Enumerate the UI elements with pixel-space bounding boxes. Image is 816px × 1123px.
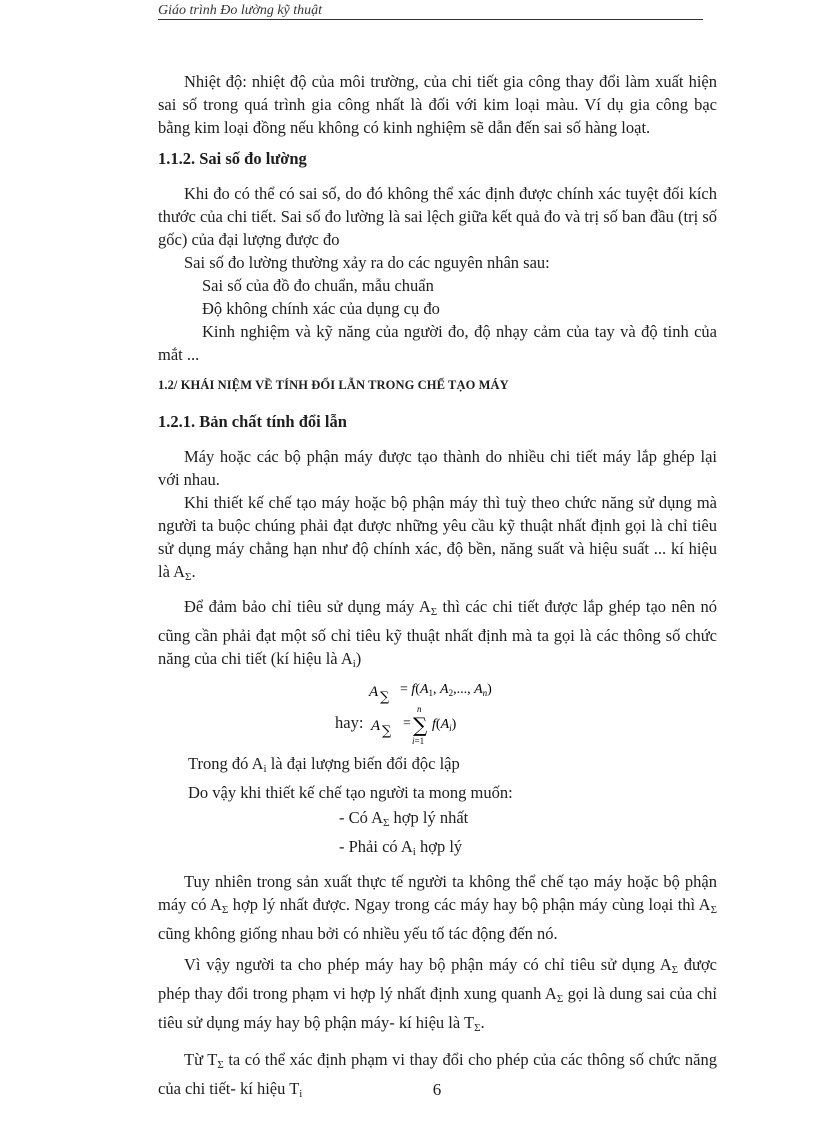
subscript-sigma: Σ — [185, 571, 192, 583]
svg-text:=: = — [403, 716, 411, 731]
subscript-sigma: Σ — [217, 1059, 224, 1071]
paragraph-desire: Do vậy khi thiết kế chế tạo người ta mong muốn: — [188, 783, 513, 802]
svg-text:∑: ∑ — [413, 713, 428, 737]
text: . — [191, 562, 196, 581]
text: - Có A — [339, 808, 384, 827]
text: hợp lý nhất được. Ngay trong các máy hay bộ phận máy cùng loại thì A — [232, 895, 711, 914]
heading-1-1-2: 1.1.2. Sai số đo lường — [158, 149, 307, 168]
subscript-sigma: Σ — [556, 993, 564, 1005]
svg-text:i=1: i=1 — [412, 736, 425, 746]
list-item: Độ không chính xác của dụng cụ đo — [202, 299, 440, 318]
list-item — [158, 835, 717, 864]
paragraph-however — [158, 870, 717, 945]
text: thì các chi tiết được lắp ghép tạo nên nó cũng cần phải đạt một số chỉ tiêu kỹ thuật nhất định mà ta gọi là các thông số chức năng của chi tiết (kí hiệu là A — [158, 597, 718, 668]
equation-hay-label: hay: — [335, 713, 364, 732]
svg-text:= f(A1, A2,..., An): = $f(A_1$, $A_2$,..., $A_n$) — [400, 682, 492, 698]
subscript-i: i — [412, 846, 416, 858]
text: Trong đó A — [188, 754, 264, 773]
svg-text:A: A — [371, 718, 381, 734]
subscript-sigma: Σ — [474, 1022, 481, 1034]
subscript-i: i — [352, 658, 356, 670]
text: Tuy nhiên trong sản xuất thực tế người ta không thể chế tạo máy hoặc bộ phận máy có A — [158, 872, 717, 914]
subscript-sigma: Σ — [383, 817, 390, 829]
text: Từ T — [184, 1050, 218, 1069]
svg-text:A: A — [369, 684, 379, 700]
text: hợp lý — [419, 837, 463, 856]
equation-2 — [158, 704, 717, 748]
text: cũng không giống nhau bởi có nhiều yếu tố tác động đến nó. — [158, 924, 558, 943]
svg-text:f(Ai): $f(A_i)$ — [432, 717, 457, 733]
paragraph-tolerance — [158, 953, 717, 1040]
subscript-sigma: Σ — [710, 904, 717, 916]
paragraph-causes: Sai số đo lường thường xảy ra do các nguyên nhân sau: — [184, 253, 550, 272]
text: ) — [355, 649, 362, 668]
paragraph-functional-params — [158, 595, 717, 676]
paragraph-temperature: Nhiệt độ: nhiệt độ của môi trường, của chi tiết gia công thay đổi làm xuất hiện sai số trong quá trình gia công nhất là đối với kim loại màu. Ví dụ gia công bạc bằng kim loại đồng nếu không có kinh nghiệm sẽ dẫn đến sai số hàng loạt. — [158, 72, 717, 137]
paragraph-machine-parts: Máy hoặc các bộ phận máy được tạo thành do nhiều chi tiết máy lắp ghép lại với nhau. — [158, 447, 717, 489]
subscript-i: i — [263, 763, 267, 775]
text: gọi là dung sai của chỉ tiêu sử dụng máy hay bộ phận máy- kí hiệu là T — [158, 984, 717, 1032]
heading-1-2-1: 1.2.1. Bản chất tính đổi lẫn — [158, 412, 347, 431]
equation-1-graphic — [158, 676, 717, 704]
running-header: Giáo trình Đo lường kỹ thuật — [158, 3, 323, 18]
text: . — [480, 1013, 485, 1032]
paragraph-where — [158, 752, 717, 781]
equation-1 — [158, 676, 717, 704]
text: - Phải có A — [339, 837, 413, 856]
svg-text:n: n — [417, 704, 422, 714]
paragraph-design — [158, 491, 717, 589]
subscript-sigma: Σ — [671, 964, 679, 976]
page-body — [158, 70, 717, 1106]
text: Khi thiết kế chế tạo máy hoặc bộ phận máy thì tuỳ theo chức năng sử dụng mà người ta buộc chúng phải đạt được những yêu cầu kỹ thuật nhất định gọi là chỉ tiêu sử dụng máy chẳng hạn như độ chính xác, độ bền, năng suất và hiệu suất ... kí hiệu là A — [158, 493, 717, 581]
header-rule — [158, 19, 703, 20]
subscript-sigma: Σ — [221, 904, 229, 916]
text: hợp lý nhất — [393, 808, 469, 827]
heading-1-2: 1.2/ KHÁI NIỆM VỀ TÍNH ĐỔI LẪN TRONG CHẾ TẠO MÁY — [158, 378, 509, 392]
list-item: Kinh nghiệm và kỹ năng của người đo, độ nhạy cảm của tay và độ tinh của mắt ... — [158, 322, 717, 364]
subscript-i: i — [299, 1088, 303, 1100]
list-item — [158, 806, 717, 835]
text: được phép thay đổi trong phạm vi hợp lý nhất định xung quanh A — [158, 955, 718, 1003]
svg-text:∑: ∑ — [380, 690, 390, 704]
svg-text:∑: ∑ — [382, 724, 392, 739]
paragraph-measurement-error: Khi đo có thể có sai số, do đó không thể xác định được chính xác tuyệt đối kích thước của chi tiết. Sai số đo lường là sai lệch giữa kết quả đo và trị số ban đầu (trị số gốc) của đại lượng được đo — [158, 184, 717, 249]
text: Vì vậy người ta cho phép máy hay bộ phận máy có chỉ tiêu sử dụng A — [184, 955, 672, 974]
page-number: 6 — [432, 1080, 442, 1099]
text: ta có thể xác định phạm vi thay đổi cho phép của các thông số chức năng của chi tiết- kí hiệu T — [158, 1050, 717, 1098]
subscript-sigma: Σ — [430, 606, 438, 618]
text: là đại lượng biến đổi độc lập — [270, 754, 460, 773]
equation-2-graphic — [158, 704, 717, 748]
text: Để đảm bảo chỉ tiêu sử dụng máy A — [184, 597, 431, 616]
list-item: Sai số của đồ đo chuẩn, mẫu chuẩn — [202, 276, 434, 295]
